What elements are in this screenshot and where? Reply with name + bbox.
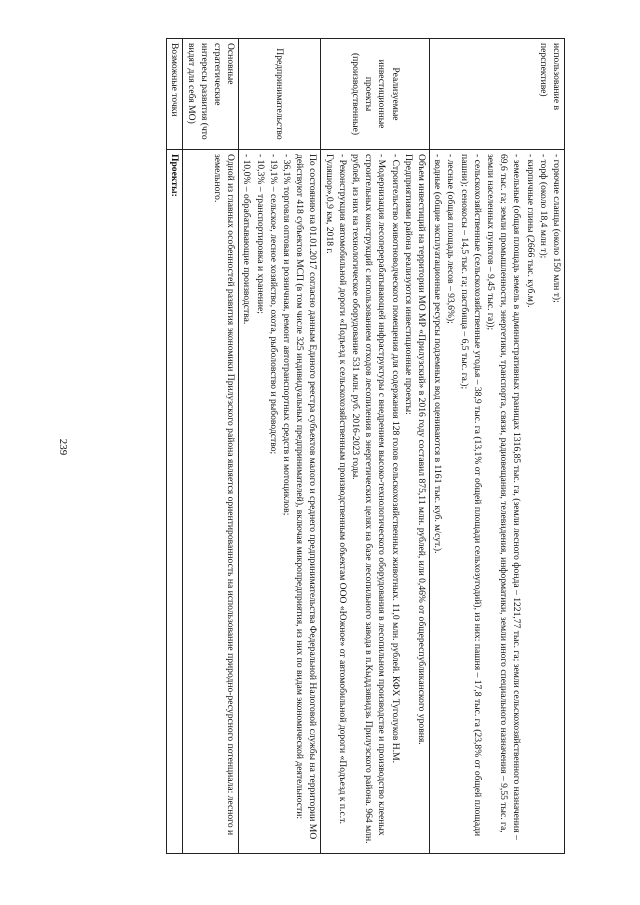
list-item: - лесные (общая площадь лесов – 93,6%); [445, 154, 457, 324]
row-label: использование в перспективе) [429, 39, 564, 150]
table-row-strategic-interests [183, 39, 239, 854]
table-row-growth-points [167, 39, 183, 854]
list-item: - Строительство животноводческого помещения для содержания 128 голов сельскохозяйственных животных. 11,0 млн. рублей. КФХ Туголуков Н.М. [389, 154, 401, 764]
list-item: - 36,1% торговля оптовая и розничная, ремонт автотранспортных средств и мотоциклов; [280, 154, 292, 516]
row-content [321, 150, 430, 854]
row-label: Предпринимательство [239, 39, 321, 150]
table-row-entrepreneurship [239, 39, 321, 854]
row-label: Реализуемые инвестиционные проекты (производственные) [321, 39, 430, 150]
list-item: Предприятиями района реализуются инвестиционные проекты: [402, 154, 414, 415]
list-item: - Модернизация лесоперерабатывающей инфраструктуры с внедрением высоко-технологического оборудования в лесопильном производстве и производство клееных строительных конструкций с использованием отходов лесопиления в энергетических целях на базе лесопильного завода в п.Кыддзявидзь Прилузского района. 964 млн. рублей, из них на технологическое оборудование 531 млн. руб. 2016-2023 годы. [349, 154, 388, 844]
list-item: По состоянию на 01.01.2017 согласно данным Единого реестра субъектов малого и среднего предпринимательства Федеральной Налоговой службы на территории МО действуют 418 субъектов МСП (в том числе 325 индивидуальных предпринимателей), включая микропредприятия, из них по видам экономической деятельности: [294, 154, 319, 840]
row-content [183, 150, 239, 854]
row-content [429, 150, 564, 854]
list-item: Проекты: [169, 154, 181, 197]
list-item: - торф (около 18,4 млн т); [537, 154, 549, 259]
list-item: - 19,1% – сельское, лесное хозяйство, охота, рыболовство и рыбоводство; [267, 154, 279, 455]
list-item: - земельные (общая площадь земель в административных границах 1316,85 тыс. га, (земли лесного фонда – 1221,77 тыс. га; земли сельскохозяйственного назначения – 69,6 тыс. га; земли промышленности, энергетики, транспорта, связи, радиовещания, телевидения, информатики, земли иного специального назначения – 9,55 тыс. га, земли населенных пунктов – 9,45 тыс. га)); [484, 154, 523, 840]
list-item: - Реконструкция автомобильной дороги «Подъезд к сельскохозяйственным производственным объектам ООО «Южное» от автомобильной дороги «Подъезд к п.с.т. Гуляшор»,0,9 км, 2018 г. [323, 154, 348, 824]
table-row-resources [429, 39, 564, 854]
list-item: - сельскохозяйственные (сельскохозяйственные угодья – 38,9 тыс. га (13,1% от общей площади сельхозугодий), из них: пашня – 17,8 тыс. га (23,8% от общей площади пашни); сенокосы – 14,5 тыс. га; пастбища – 6,5 тыс. га.); [458, 154, 483, 837]
page-number: 239 [57, 438, 69, 456]
row-content [167, 150, 183, 854]
list-item: Объем инвестиций на территории МО МР «Прилузский» в 2016 году составил 875,11 млн. рублей, или 0,46% от общереспубликанского уровня. [415, 154, 427, 745]
table-row-investment [321, 39, 430, 854]
rotated-page [55, 38, 565, 854]
list-item: - кирпичные глины (2666 тыс. куб.м). [524, 154, 536, 308]
list-item: - горючие сланцы (около 150 млн т); [551, 154, 562, 303]
data-table [166, 38, 565, 854]
list-item: - водные (общие эксплуатационные ресурсы подземных вод оцениваются в 1161 тыс. куб. м/сут.). [432, 154, 444, 554]
row-content [239, 150, 321, 854]
row-label: Основные стратегические интересы развития (что видят для себя МО) [183, 39, 239, 150]
list-item: - 10,0% – обрабатывающие производства. [241, 154, 253, 325]
list-item: - 10,3% – транспортировка и хранение; [254, 154, 266, 314]
list-item: Одной из главных особенностей развития экономики Прилузского района является ориентированность на использование природно-ресурсного потенциала: лесного и земельного. [211, 154, 237, 836]
row-label: Возможные точки [167, 39, 183, 150]
